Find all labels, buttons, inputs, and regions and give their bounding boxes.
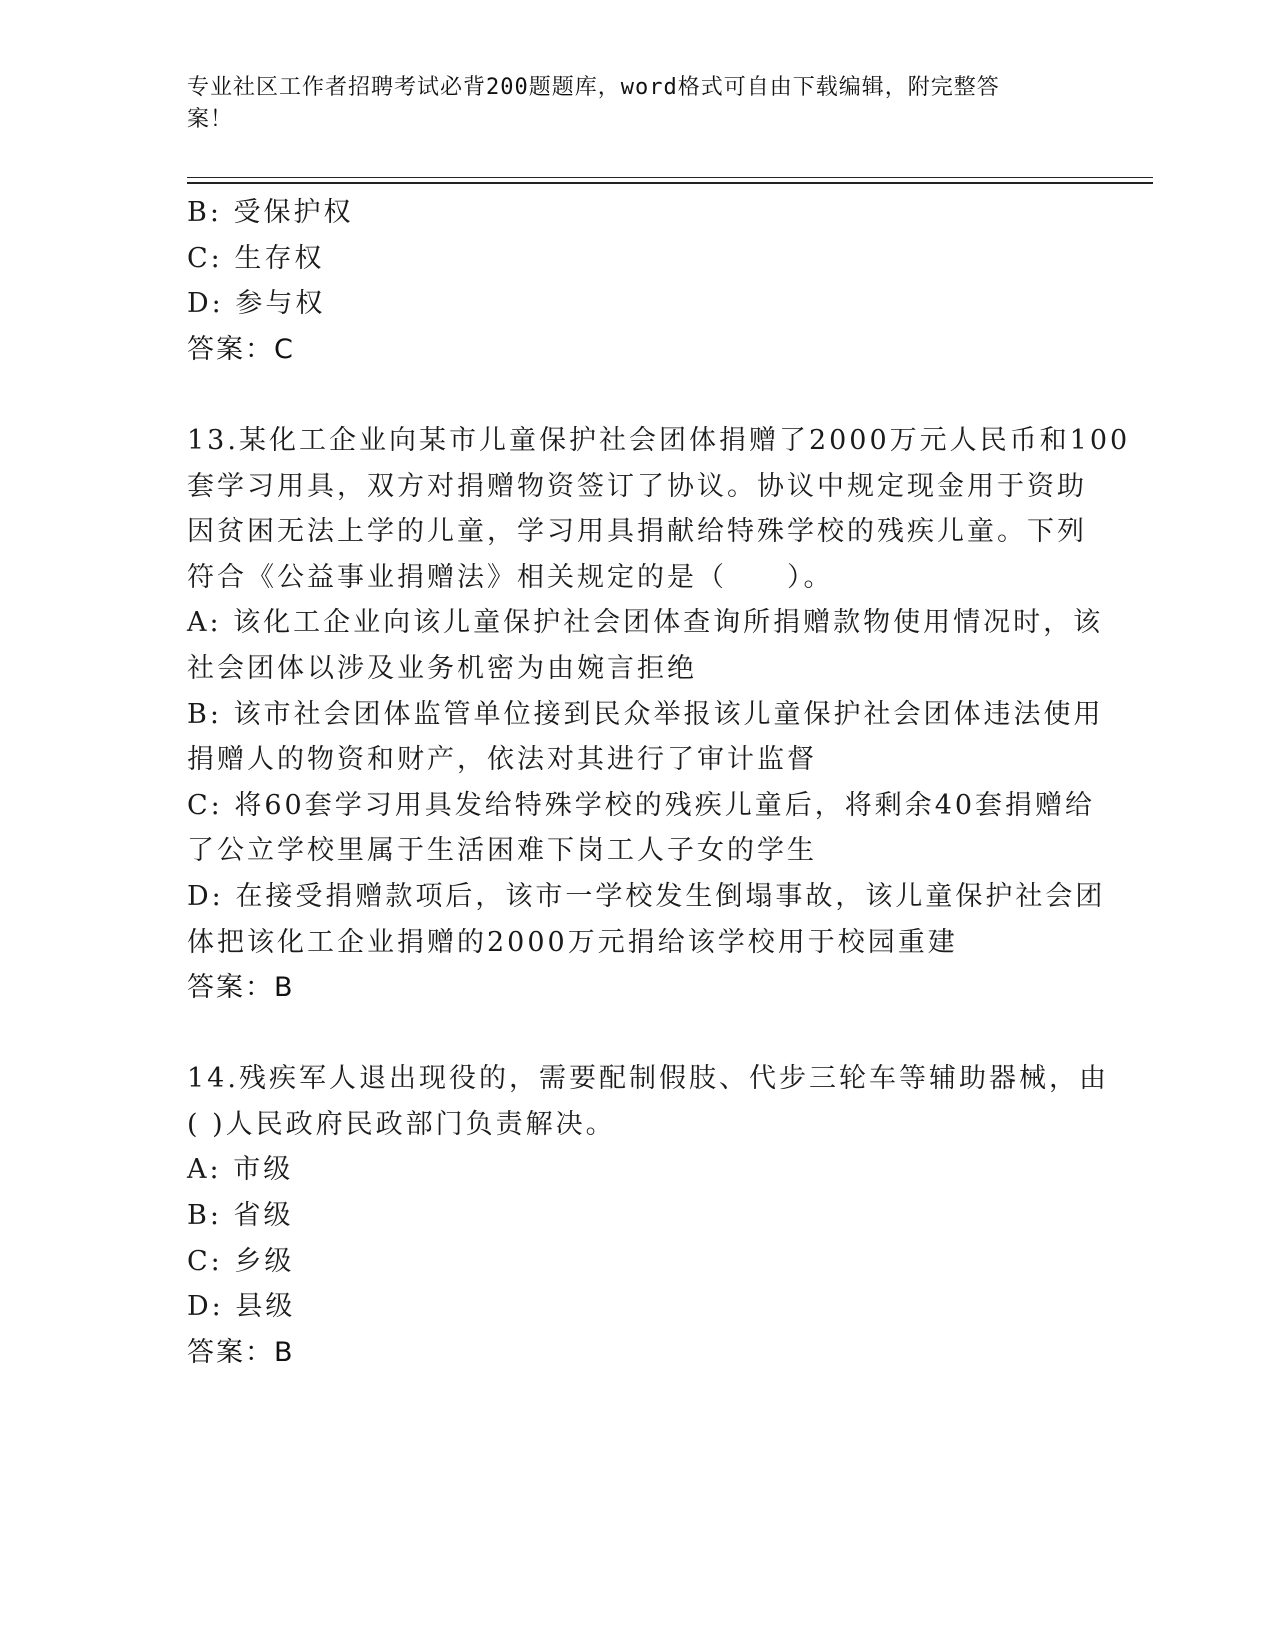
option-a-line: 社会团体以涉及业务机密为由婉言拒绝 [187, 652, 697, 684]
option-text: 生存权 [234, 242, 325, 274]
header-title-line-1: 专业社区工作者招聘考试必背200题题库，word格式可自由下载编辑，附完整答 [187, 75, 1000, 100]
question-content [187, 190, 1131, 1375]
option-letter: B: [187, 197, 222, 228]
option-text: 参与权 [235, 288, 326, 320]
answer-line: 答案：C [187, 333, 295, 365]
answer-line: 答案：B [187, 1336, 295, 1368]
option-d [187, 1284, 1087, 1330]
option-b [187, 1193, 1087, 1239]
option-a [187, 1147, 1087, 1193]
answer-line: 答案：B [187, 972, 295, 1004]
option-b-line: B: 该市社会团体监管单位接到民众举报该儿童保护社会团体违法使用 [187, 698, 1104, 730]
option-c [187, 236, 1087, 282]
question-stem-line: 13.某化工企业向某市儿童保护社会团体捐赠了2000万元人民币和100 [187, 424, 1131, 456]
option-text: 省级 [233, 1200, 294, 1232]
prev-question-block [187, 190, 1087, 372]
option-letter: B: [187, 1200, 222, 1232]
question-stem-line: 14.残疾军人退出现役的，需要配制假肢、代步三轮车等辅助器械，由 [187, 1063, 1109, 1095]
option-d-line: D: 在接受捐赠款项后，该市一学校发生倒塌事故，该儿童保护社会团 [187, 880, 1106, 912]
option-d [187, 281, 1087, 327]
option-text: 市级 [233, 1154, 294, 1186]
question-stem-line: ( )人民政府民政部门负责解决。 [187, 1108, 616, 1140]
option-d-line: 体把该化工企业捐赠的2000万元捐给该学校用于校园重建 [187, 926, 958, 958]
option-letter: C: [187, 1245, 223, 1277]
question-13 [187, 418, 1131, 1011]
header-divider-thin [187, 177, 1153, 178]
question-stem-line: 因贫困无法上学的儿童，学习用具捐献给特殊学校的残疾儿童。下列 [187, 516, 1087, 548]
option-letter: A: [187, 1154, 222, 1186]
option-letter: C: [187, 242, 223, 274]
spacer [187, 372, 1087, 418]
question-stem-line: 套学习用具，双方对捐赠物资签订了协议。协议中规定现金用于资助 [187, 470, 1087, 502]
option-c [187, 1239, 1087, 1285]
option-c-line: 了公立学校里属于生活困难下岗工人子女的学生 [187, 835, 817, 867]
header-divider-thick [187, 182, 1153, 184]
spacer [187, 1011, 1087, 1057]
option-letter: D: [187, 1291, 224, 1323]
question-14 [187, 1056, 1109, 1375]
option-b [187, 190, 1087, 236]
option-text: 乡级 [234, 1245, 295, 1277]
option-a-line: A: 该化工企业向该儿童保护社会团体查询所捐赠款物使用情况时，该 [187, 607, 1104, 639]
option-text: 受保护权 [233, 197, 354, 228]
option-c-line: C: 将60套学习用具发给特殊学校的残疾儿童后，将剩余40套捐赠给 [187, 789, 1096, 821]
header-title-line-2: 案！ [187, 107, 234, 132]
option-text: 县级 [235, 1291, 296, 1323]
option-b-line: 捐赠人的物资和财产，依法对其进行了审计监督 [187, 744, 817, 776]
option-letter: D: [187, 288, 224, 320]
page-header [187, 72, 1067, 136]
question-stem-line: 符合《公益事业捐赠法》相关规定的是（ ）。 [187, 561, 834, 593]
